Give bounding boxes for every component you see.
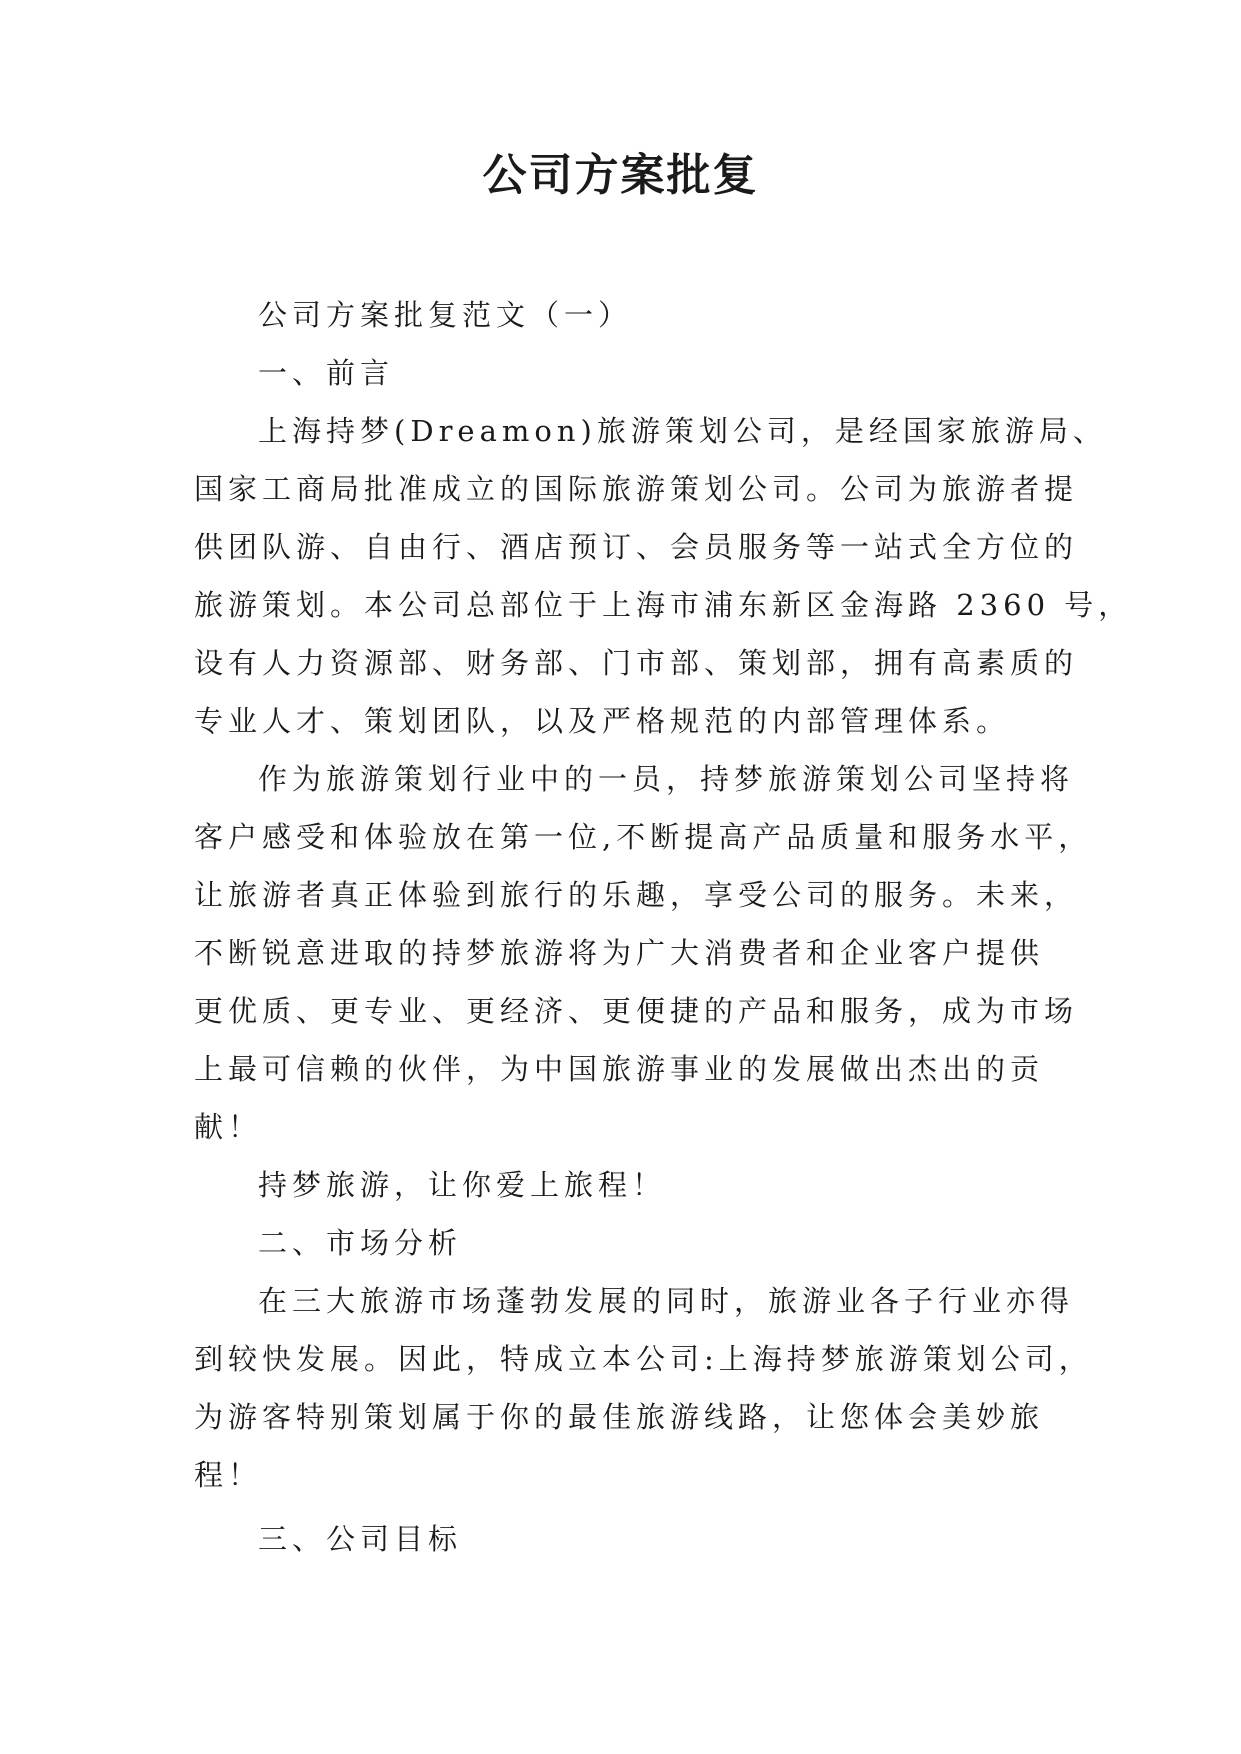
- section-heading: 二、市场分析: [258, 1226, 463, 1260]
- paragraph-line: 作为旅游策划行业中的一员，持梦旅游策划公司坚持将: [258, 762, 1075, 796]
- paragraph-line: 客户感受和体验放在第一位,不断提高产品质量和服务水平，: [194, 820, 1093, 854]
- section-heading: 公司方案批复范文（一）: [258, 298, 633, 332]
- paragraph-line: 上最可信赖的伙伴，为中国旅游事业的发展做出杰出的贡: [194, 1052, 1045, 1086]
- paragraph-line: 专业人才、策划团队，以及严格规范的内部管理体系。: [194, 704, 1011, 738]
- document-title: 公司方案批复: [482, 150, 759, 201]
- paragraph-line: 上海持梦(Dreamon)旅游策划公司，是经国家旅游局、: [258, 414, 1107, 448]
- paragraph-line: 为游客特别策划属于你的最佳旅游线路，让您体会美妙旅: [194, 1400, 1045, 1434]
- slogan-line: 持梦旅游，让你爱上旅程！: [258, 1168, 667, 1202]
- document-body: [194, 286, 1133, 1568]
- section-heading: 三、公司目标: [258, 1522, 463, 1556]
- paragraph-line: 设有人力资源部、财务部、门市部、策划部，拥有高素质的: [194, 646, 1079, 680]
- paragraph-line: 到较快发展。因此，特成立本公司:上海持梦旅游策划公司，: [194, 1342, 1093, 1376]
- paragraph-line: 供团队游、自由行、酒店预订、会员服务等一站式全方位的: [194, 530, 1079, 564]
- paragraph-line: 献！: [194, 1110, 263, 1144]
- paragraph-line: 不断锐意进取的持梦旅游将为广大消费者和企业客户提供: [194, 936, 1045, 970]
- paragraph-line: 在三大旅游市场蓬勃发展的同时，旅游业各子行业亦得: [258, 1284, 1075, 1318]
- paragraph-line: 国家工商局批准成立的国际旅游策划公司。公司为旅游者提: [194, 472, 1079, 506]
- paragraph-line: 更优质、更专业、更经济、更便捷的产品和服务，成为市场: [194, 994, 1079, 1028]
- paragraph-line: 程！: [194, 1458, 263, 1492]
- paragraph-line: 让旅游者真正体验到旅行的乐趣，享受公司的服务。未来，: [194, 878, 1079, 912]
- paragraph-line: 旅游策划。本公司总部位于上海市浦东新区金海路 2360 号，: [194, 588, 1133, 622]
- section-heading: 一、前言: [258, 356, 395, 390]
